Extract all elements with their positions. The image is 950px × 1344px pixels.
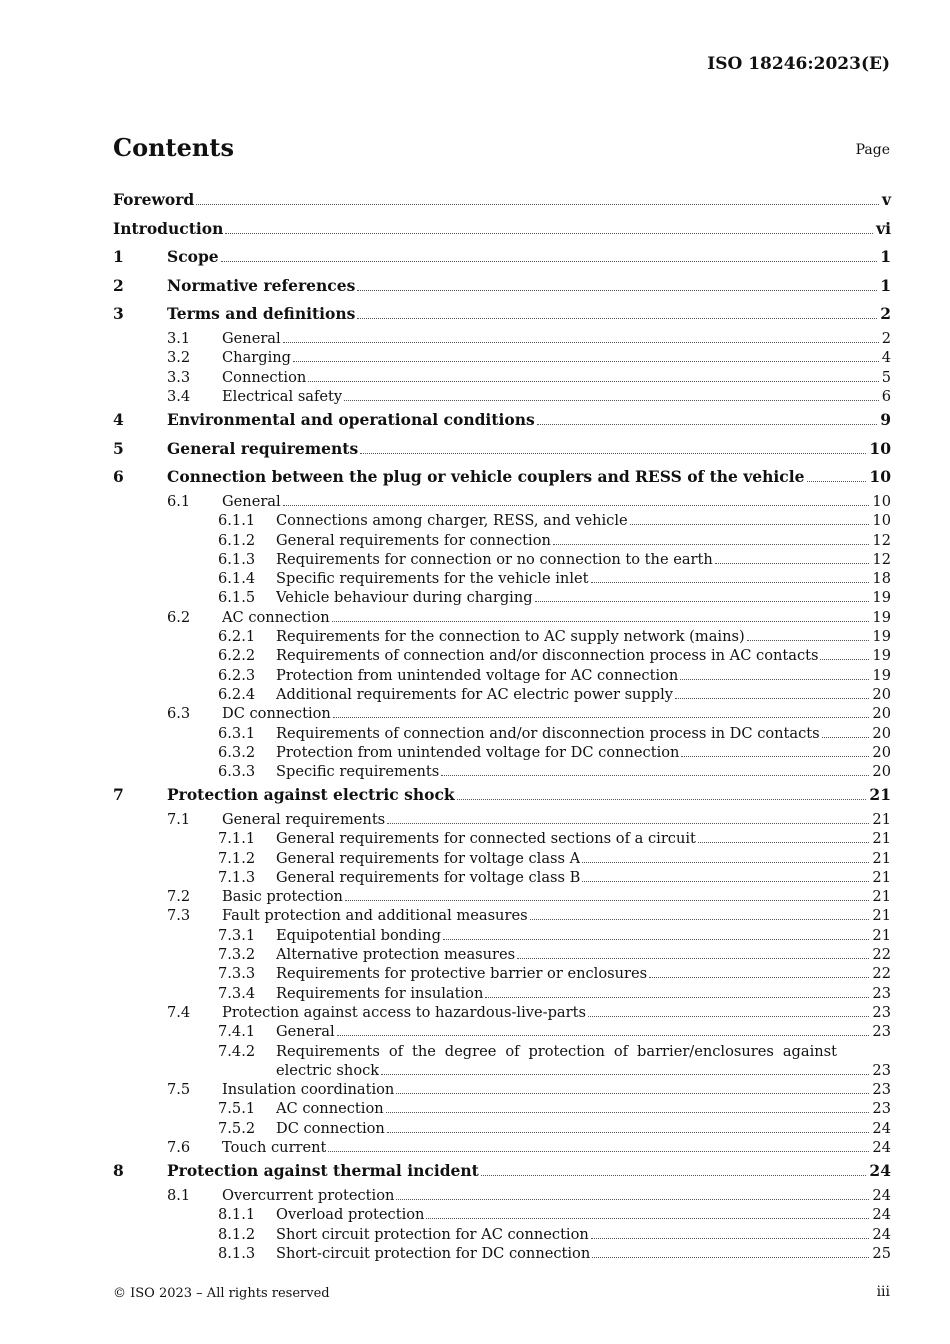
toc-entry-page: 10: [869, 467, 891, 487]
toc-entry-page: 21: [872, 830, 891, 848]
toc-entry-page: 10: [869, 438, 891, 458]
toc-entry-number: 8.1.3: [218, 1244, 256, 1262]
toc-entry-number: 3.1: [167, 329, 191, 347]
toc-entry-title: General requirements for connection: [276, 531, 551, 549]
toc-entry-number: 6.2.2: [218, 647, 256, 665]
toc-entry[interactable]: [113, 368, 891, 387]
toc-entry-page: 19: [872, 647, 891, 665]
toc-entry-page: 4: [881, 349, 891, 367]
toc-entry[interactable]: [113, 569, 891, 588]
toc-entry-page: 20: [872, 724, 891, 742]
toc-entry-page: 23: [872, 1061, 891, 1079]
dot-leader: [283, 341, 879, 343]
toc-entry-title: Fault protection and additional measures: [222, 907, 528, 925]
toc-entry-page: 21: [872, 868, 891, 886]
dot-leader: [537, 423, 878, 425]
toc-entry-title: Protection against thermal incident: [167, 1161, 479, 1181]
dot-leader: [675, 697, 869, 699]
toc-entry-number: 2: [113, 275, 124, 295]
document-id: ISO 18246:2023(E): [707, 54, 890, 74]
toc-entry-title: Protection from unintended voltage for DC connection: [276, 743, 680, 761]
toc-entry-page: 23: [872, 1100, 891, 1118]
toc-entry[interactable]: [113, 1099, 891, 1118]
toc-entry-title: DC connection: [276, 1119, 385, 1137]
toc-entry[interactable]: [113, 945, 891, 964]
toc-entry-title: Short circuit protection for AC connection: [276, 1225, 589, 1243]
toc-entry[interactable]: [113, 243, 891, 272]
toc-entry-page: 12: [872, 550, 891, 568]
toc-entry-title: Protection against access to hazardous-live-parts: [222, 1003, 586, 1021]
dot-leader: [680, 678, 869, 680]
toc-entry-page: 19: [872, 666, 891, 684]
toc-entry-page: 21: [872, 810, 891, 828]
toc-entry-title: Touch current: [222, 1139, 327, 1157]
toc-entry-number: 6.1.1: [218, 512, 256, 530]
toc-entry-title: AC connection: [222, 608, 330, 626]
toc-entry-number: 7.3: [167, 907, 191, 925]
toc-entry-number: 6.2.1: [218, 628, 256, 646]
toc-entry-number: 6.3.1: [218, 724, 256, 742]
toc-entry-number: 8: [113, 1161, 124, 1181]
toc-entry-page: 20: [872, 763, 891, 781]
dot-leader: [457, 798, 867, 800]
toc-entry[interactable]: [113, 887, 891, 906]
dot-leader: [747, 639, 870, 641]
toc-entry[interactable]: [113, 348, 891, 367]
toc-entry[interactable]: [113, 387, 891, 406]
toc-entry[interactable]: [113, 704, 891, 723]
toc-entry-number: 3.3: [167, 368, 191, 386]
toc-entry-number: 7.4.1: [218, 1023, 256, 1041]
toc-entry[interactable]: [113, 984, 891, 1003]
toc-entry-title: Normative references: [167, 275, 356, 295]
toc-entry[interactable]: [113, 492, 891, 511]
toc-entry[interactable]: [113, 1225, 891, 1244]
toc-entry-page: 1: [880, 275, 891, 295]
toc-entry-title: Insulation coordination: [222, 1081, 395, 1099]
dot-leader: [381, 1073, 869, 1075]
dot-leader: [396, 1198, 869, 1200]
dot-leader: [443, 938, 870, 940]
toc-entry-number: 5: [113, 438, 124, 458]
toc-entry-title: Additional requirements for AC electric power supply: [276, 685, 674, 703]
toc-entry-page: 23: [872, 1003, 891, 1021]
toc-entry[interactable]: [113, 724, 891, 743]
dot-leader: [517, 957, 869, 959]
toc-entry[interactable]: [113, 1042, 891, 1061]
toc-entry-page: 2: [880, 304, 891, 324]
toc-entry-title: Requirements of connection and/or disconnection process in AC contacts: [276, 647, 819, 665]
toc-entry-title: Overload protection: [276, 1206, 425, 1224]
toc-entry[interactable]: [113, 1003, 891, 1022]
toc-entry-number: 1: [113, 247, 124, 267]
toc-entry[interactable]: [113, 810, 891, 829]
dot-leader: [649, 976, 869, 978]
toc-entry-number: 7.3.4: [218, 984, 256, 1002]
dot-leader: [485, 996, 869, 998]
toc-entry-number: 6.3: [167, 705, 191, 723]
toc-entry-title: Protection from unintended voltage for AC connection: [276, 666, 679, 684]
toc-entry-title: General: [222, 329, 281, 347]
dot-leader: [582, 880, 869, 882]
toc-entry-page: 21: [872, 849, 891, 867]
dot-leader: [360, 452, 866, 454]
toc-entry-number: 7.6: [167, 1139, 191, 1157]
dot-leader: [426, 1217, 869, 1219]
dot-leader: [328, 1150, 869, 1152]
dot-leader: [588, 1015, 869, 1017]
toc-entry-title: Short-circuit protection for DC connection: [276, 1244, 591, 1262]
toc-entry-number: 7.4: [167, 1003, 191, 1021]
toc-entry[interactable]: [113, 300, 891, 329]
toc-entry-number: 6.3.2: [218, 743, 256, 761]
toc-entry[interactable]: [113, 186, 891, 215]
toc-entry-title: Foreword: [113, 190, 195, 209]
toc-entry-page: 20: [872, 685, 891, 703]
toc-entry-number: 7.5.1: [218, 1100, 256, 1118]
toc-entry-number: 3.2: [167, 349, 191, 367]
toc-entry-number: 7.3.1: [218, 926, 256, 944]
dot-leader: [715, 562, 870, 564]
toc-entry[interactable]: [113, 666, 891, 685]
toc-entry-title: Protection against electric shock: [167, 785, 455, 805]
dot-leader: [387, 1131, 870, 1133]
contents-title: Contents: [113, 133, 234, 162]
toc-entry-title: General requirements: [167, 438, 359, 458]
dot-leader: [386, 1111, 870, 1113]
dot-leader: [582, 861, 869, 863]
dot-leader: [681, 755, 869, 757]
toc-entry-title: Requirements for protective barrier or enclosures: [276, 965, 648, 983]
toc-entry-number: 7.1: [167, 810, 191, 828]
dot-leader: [221, 260, 878, 262]
toc-entry[interactable]: [113, 868, 891, 887]
toc-entry-page: 19: [872, 589, 891, 607]
toc-entry-page: 22: [872, 946, 891, 964]
toc-entry-number: 8.1: [167, 1186, 191, 1204]
dot-leader: [283, 504, 870, 506]
dot-leader: [345, 899, 870, 901]
toc-entry-page: 24: [872, 1225, 891, 1243]
toc-entry[interactable]: [113, 926, 891, 945]
toc-entry-number: 7.2: [167, 888, 191, 906]
toc-entry[interactable]: [113, 1157, 891, 1186]
dot-leader: [357, 317, 877, 319]
toc-entry-title: Connection between the plug or vehicle couplers and RESS of the vehicle: [167, 467, 805, 487]
toc-entry-number: 7.4.2: [218, 1042, 256, 1060]
toc-entry-number: 6.1.3: [218, 550, 256, 568]
toc-entry-page: 9: [880, 410, 891, 430]
toc-entry[interactable]: [113, 588, 891, 607]
toc-entry-title: Connection: [222, 368, 307, 386]
toc-entry-page: 10: [872, 492, 891, 510]
toc-entry-title: Electrical safety: [222, 387, 343, 405]
toc-entry-number: 6.1.4: [218, 570, 256, 588]
toc-entry-title: Equipotential bonding: [276, 926, 441, 944]
dot-leader: [332, 620, 870, 622]
toc-entry[interactable]: [113, 531, 891, 550]
dot-leader: [357, 289, 877, 291]
toc-entry[interactable]: [113, 435, 891, 464]
toc-entry-title: electric shock: [276, 1061, 380, 1079]
toc-entry[interactable]: [113, 743, 891, 762]
toc-entry-number: 8.1.2: [218, 1225, 256, 1243]
toc-entry-page: 19: [872, 628, 891, 646]
dot-leader: [293, 360, 879, 362]
dot-leader: [333, 716, 870, 718]
toc-entry-number: 6.1.2: [218, 531, 256, 549]
dot-leader: [698, 841, 870, 843]
toc-entry-title: Charging: [222, 349, 291, 367]
toc-entry[interactable]: [113, 215, 891, 244]
copyright-notice: © ISO 2023 – All rights reserved: [113, 1286, 330, 1301]
toc-entry-page: 21: [872, 888, 891, 906]
toc-entry-title: Requirements for the connection to AC supply network (mains): [276, 628, 745, 646]
toc-entry[interactable]: [113, 1244, 891, 1263]
toc-entry-title: Specific requirements for the vehicle inlet: [276, 570, 589, 588]
toc-entry-title: Requirements for insulation: [276, 984, 484, 1002]
toc-entry[interactable]: [113, 964, 891, 983]
toc-entry[interactable]: [113, 1186, 891, 1205]
toc-entry-number: 6.2: [167, 608, 191, 626]
dot-leader: [344, 399, 879, 401]
toc-entry[interactable]: [113, 550, 891, 569]
toc-entry-page: 23: [872, 1023, 891, 1041]
toc-entry[interactable]: [113, 906, 891, 925]
toc-entry[interactable]: [113, 1022, 891, 1041]
toc-entry[interactable]: [113, 685, 891, 704]
toc-entry-title: Requirements of connection and/or disconnection process in DC contacts: [276, 724, 820, 742]
toc-entry-continuation[interactable]: [113, 1061, 891, 1080]
toc-entry-page: 10: [872, 512, 891, 530]
toc-entry-number: 6.1: [167, 492, 191, 510]
toc-entry[interactable]: [113, 1119, 891, 1138]
toc-entry-page: 24: [872, 1119, 891, 1137]
dot-leader: [553, 543, 870, 545]
toc-entry-title: AC connection: [276, 1100, 384, 1118]
dot-leader: [530, 918, 870, 920]
toc-entry-title: Introduction: [113, 218, 224, 238]
toc-entry-number: 4: [113, 410, 124, 430]
toc-entry-title: Basic protection: [222, 888, 343, 906]
toc-entry[interactable]: [113, 608, 891, 627]
toc-entry-page: vi: [876, 218, 891, 238]
toc-entry-title: Requirements of the degree of protection of barrier/enclosures against: [276, 1042, 837, 1060]
toc-entry-number: 3.4: [167, 387, 191, 405]
toc-entry[interactable]: [113, 849, 891, 868]
dot-leader: [337, 1034, 870, 1036]
toc-entry-page: 5: [881, 368, 891, 386]
toc-entry-number: 7.1.1: [218, 830, 256, 848]
toc-entry-page: 23: [872, 984, 891, 1002]
toc-entry-page: 20: [872, 705, 891, 723]
toc-entry-page: 24: [872, 1139, 891, 1157]
toc-entry-page: 21: [872, 926, 891, 944]
dot-leader: [441, 774, 869, 776]
toc-entry[interactable]: [113, 406, 891, 435]
toc-entry-title: Specific requirements: [276, 763, 440, 781]
toc-entry-number: 7: [113, 785, 124, 805]
page-number: iii: [876, 1284, 890, 1300]
toc-entry[interactable]: [113, 829, 891, 848]
toc-entry-page: 22: [872, 965, 891, 983]
toc-entry-title: Connections among charger, RESS, and vehicle: [276, 512, 628, 530]
toc-entry-page: 21: [869, 785, 891, 805]
toc-entry-page: 2: [881, 329, 891, 347]
toc-entry-number: 7.3.2: [218, 946, 256, 964]
toc-entry-title: Overcurrent protection: [222, 1186, 395, 1204]
toc-entry-page: 20: [872, 743, 891, 761]
dot-leader: [535, 600, 870, 602]
dot-leader: [308, 380, 878, 382]
toc-entry-number: 8.1.1: [218, 1206, 256, 1224]
toc-entry-page: 24: [872, 1206, 891, 1224]
toc-entry-title: Requirements for connection or no connection to the earth: [276, 550, 713, 568]
toc-entry[interactable]: [113, 1138, 891, 1157]
toc-entry-number: 3: [113, 304, 124, 324]
toc-entry[interactable]: [113, 1080, 891, 1099]
toc-entry-number: 7.5: [167, 1081, 191, 1099]
toc-entry[interactable]: [113, 646, 891, 665]
toc-entry[interactable]: [113, 511, 891, 530]
dot-leader: [481, 1174, 867, 1176]
dot-leader: [630, 523, 870, 525]
toc-entry-page: 25: [872, 1244, 891, 1262]
toc-entry[interactable]: [113, 1205, 891, 1224]
toc-entry-number: 6.3.3: [218, 763, 256, 781]
dot-leader: [807, 480, 867, 482]
toc-entry-title: Environmental and operational conditions: [167, 410, 535, 430]
toc-entry-page: 6: [881, 387, 891, 405]
table-of-contents: [113, 186, 891, 1263]
dot-leader: [196, 203, 879, 205]
toc-entry-number: 6.1.5: [218, 589, 256, 607]
toc-entry-page: 23: [872, 1081, 891, 1099]
toc-entry[interactable]: [113, 329, 891, 348]
dot-leader: [225, 232, 873, 234]
toc-entry-number: 6: [113, 467, 124, 487]
dot-leader: [591, 581, 870, 583]
toc-entry[interactable]: [113, 627, 891, 646]
toc-entry-number: 7.3.3: [218, 965, 256, 983]
toc-entry-page: 24: [872, 1186, 891, 1204]
toc-entry-page: 19: [872, 608, 891, 626]
toc-entry-page: 1: [880, 247, 891, 267]
toc-entry-title: General: [222, 492, 281, 510]
toc-entry-title: Terms and definitions: [167, 304, 356, 324]
toc-entry-number: 6.2.4: [218, 685, 256, 703]
toc-entry-title: General requirements for voltage class B: [276, 868, 581, 886]
toc-entry-title: Vehicle behaviour during charging: [276, 589, 533, 607]
toc-entry-title: General requirements for voltage class A: [276, 849, 581, 867]
toc-entry-page: 18: [872, 570, 891, 588]
dot-leader: [820, 658, 869, 660]
toc-entry-title: Scope: [167, 247, 219, 267]
page-column-label: Page: [855, 142, 890, 158]
toc-entry[interactable]: [113, 762, 891, 781]
dot-leader: [822, 736, 870, 738]
toc-entry[interactable]: [113, 781, 891, 810]
toc-entry-number: 6.2.3: [218, 666, 256, 684]
toc-entry-page: v: [881, 190, 891, 209]
dot-leader: [396, 1092, 869, 1094]
toc-entry-title: Alternative protection measures: [276, 946, 516, 964]
toc-entry-title: General requirements: [222, 810, 386, 828]
toc-entry-page: 24: [869, 1161, 891, 1181]
toc-entry[interactable]: [113, 463, 891, 492]
toc-entry-number: 7.1.3: [218, 868, 256, 886]
toc-entry-number: 7.5.2: [218, 1119, 256, 1137]
toc-entry-page: 21: [872, 907, 891, 925]
toc-entry-title: General: [276, 1023, 335, 1041]
toc-entry-title: DC connection: [222, 705, 331, 723]
toc-entry-title: General requirements for connected sections of a circuit: [276, 830, 696, 848]
dot-leader: [387, 822, 869, 824]
toc-entry[interactable]: [113, 272, 891, 301]
dot-leader: [591, 1237, 870, 1239]
toc-entry-number: 7.1.2: [218, 849, 256, 867]
toc-entry-page: 12: [872, 531, 891, 549]
dot-leader: [592, 1256, 869, 1258]
